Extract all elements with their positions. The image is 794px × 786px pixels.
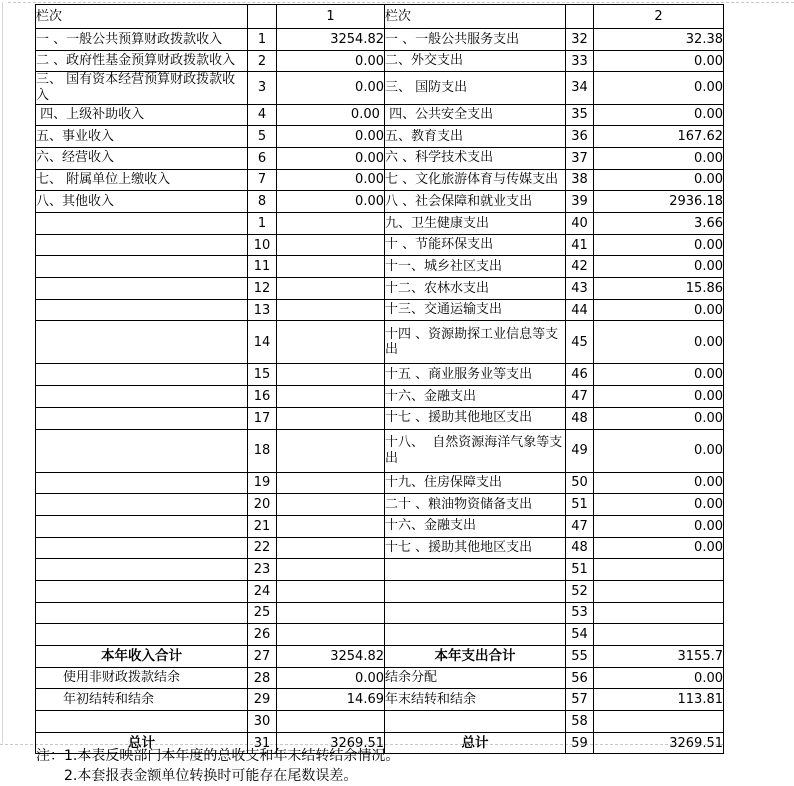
expense-label-cell: 八 、社会保障和就业支出	[385, 191, 566, 213]
expense-rowno-cell: 34	[566, 72, 594, 104]
income-rowno-cell: 7	[248, 169, 277, 191]
income-label-cell: 三、 国有资本经营预算财政拨款收入	[36, 72, 248, 104]
expense-value-cell: 32.38	[594, 29, 724, 51]
table-row	[36, 213, 724, 235]
expense-label-cell: 年末结转和结余	[385, 689, 566, 711]
table-row	[36, 602, 724, 624]
expense-label-cell	[385, 580, 566, 602]
income-label-cell: 八、其他收入	[36, 191, 248, 213]
expense-value-cell: 0.00	[594, 364, 724, 386]
expense-value-cell: 15.86	[594, 278, 724, 300]
income-label-cell: 本年收入合计	[36, 646, 248, 668]
table-row	[36, 191, 724, 213]
income-label-cell	[36, 602, 248, 624]
income-rowno-cell: 6	[248, 147, 277, 169]
table-row	[36, 689, 724, 711]
income-label-cell	[36, 472, 248, 494]
expense-value-cell	[594, 711, 724, 733]
expense-label-cell: 十三、交通运输支出	[385, 299, 566, 321]
income-label-cell: 年初结转和结余	[36, 689, 248, 711]
income-label-cell	[36, 299, 248, 321]
income-value-cell	[277, 256, 385, 278]
income-rowno-cell: 10	[248, 234, 277, 256]
expense-rowno-cell: 51	[566, 559, 594, 581]
expense-rowno-cell: 35	[566, 104, 594, 126]
income-value-cell	[277, 407, 385, 429]
income-value-cell	[277, 213, 385, 235]
expense-value-cell: 0.00	[594, 515, 724, 537]
table-row	[36, 407, 724, 429]
expense-label-cell: 十五 、商业服务业等支出	[385, 364, 566, 386]
expense-value-cell: 0.00	[594, 321, 724, 364]
expense-label-cell	[385, 559, 566, 581]
income-rowno-cell: 11	[248, 256, 277, 278]
table-row	[36, 234, 724, 256]
income-label-cell: 七、 附属单位上缴收入	[36, 169, 248, 191]
expense-label-cell: 本年支出合计	[385, 646, 566, 668]
expense-rowno-cell: 37	[566, 147, 594, 169]
expense-rowno-cell: 52	[566, 580, 594, 602]
income-label-cell: 六、经营收入	[36, 147, 248, 169]
footnotes	[36, 746, 399, 786]
income-value-cell: 0.00	[277, 169, 385, 191]
expense-rowno-cell: 47	[566, 515, 594, 537]
expense-value-cell: 0.00	[594, 667, 724, 689]
expense-value-cell: 3.66	[594, 213, 724, 235]
income-rowno-cell: 17	[248, 407, 277, 429]
income-value-cell: 3254.82	[277, 29, 385, 51]
income-rowno-cell: 30	[248, 711, 277, 733]
income-label-cell	[36, 321, 248, 364]
income-rowno-cell: 29	[248, 689, 277, 711]
expense-label-cell: 十六、金融支出	[385, 515, 566, 537]
income-label-cell	[36, 364, 248, 386]
table-row	[36, 429, 724, 472]
income-rowno-cell: 5	[248, 126, 277, 148]
expense-rowno-cell: 50	[566, 472, 594, 494]
income-value-cell	[277, 234, 385, 256]
income-label-cell	[36, 624, 248, 646]
expense-value-cell	[594, 602, 724, 624]
income-label-cell: 五、事业收入	[36, 126, 248, 148]
expense-value-cell: 2936.18	[594, 191, 724, 213]
expense-label-cell: 十七 、援助其他地区支出	[385, 407, 566, 429]
income-value-cell: 14.69	[277, 689, 385, 711]
income-rowno-cell: 19	[248, 472, 277, 494]
expense-rowno-cell: 55	[566, 646, 594, 668]
income-value-cell	[277, 386, 385, 408]
expense-rowno-cell: 41	[566, 234, 594, 256]
table-row	[36, 711, 724, 733]
income-value-cell	[277, 299, 385, 321]
table-row	[36, 299, 724, 321]
table-row	[36, 29, 724, 51]
expense-label-cell: 十六、金融支出	[385, 386, 566, 408]
expense-rowno-cell: 59	[566, 732, 594, 754]
expense-value-cell: 0.00	[594, 72, 724, 104]
income-rowno-cell: 3	[248, 72, 277, 104]
expense-label-cell: 二十 、粮油物资储备支出	[385, 494, 566, 516]
table-row	[36, 256, 724, 278]
expense-label-cell: 五、教育支出	[385, 126, 566, 148]
income-value-cell	[277, 624, 385, 646]
header-rowno-left	[248, 5, 277, 29]
expense-rowno-cell: 48	[566, 407, 594, 429]
expense-value-cell: 0.00	[594, 234, 724, 256]
income-rowno-cell: 1	[248, 29, 277, 51]
expense-rowno-cell: 45	[566, 321, 594, 364]
income-label-cell	[36, 494, 248, 516]
expense-value-cell: 3269.51	[594, 732, 724, 754]
income-label-cell	[36, 278, 248, 300]
header-row	[36, 5, 724, 29]
expense-label-cell: 六 、科学技术支出	[385, 147, 566, 169]
table-row	[36, 667, 724, 689]
income-value-cell: 3254.82	[277, 646, 385, 668]
expense-label-cell: 十一、城乡社区支出	[385, 256, 566, 278]
footnote-line-1: 注：1.本表反映部门本年度的总收支和年末结转结余情况。	[36, 748, 400, 764]
expense-label-cell: 十九、住房保障支出	[385, 472, 566, 494]
income-value-cell: 0.00	[277, 126, 385, 148]
expense-label-cell	[385, 624, 566, 646]
header-col2: 2	[594, 5, 724, 29]
expense-label-cell	[385, 711, 566, 733]
income-value-cell: 0.00	[277, 50, 385, 72]
table-row	[36, 147, 724, 169]
expense-rowno-cell: 49	[566, 429, 594, 472]
income-value-cell	[277, 472, 385, 494]
expense-label-cell: 二、外交支出	[385, 50, 566, 72]
income-rowno-cell: 20	[248, 494, 277, 516]
income-label-cell: 一 、一般公共预算财政拨款收入	[36, 29, 248, 51]
income-rowno-cell: 14	[248, 321, 277, 364]
expense-value-cell: 0.00	[594, 386, 724, 408]
expense-rowno-cell: 44	[566, 299, 594, 321]
income-rowno-cell: 18	[248, 429, 277, 472]
expense-value-cell: 0.00	[594, 472, 724, 494]
expense-value-cell	[594, 624, 724, 646]
income-rowno-cell: 1	[248, 213, 277, 235]
income-rowno-cell: 31	[248, 732, 277, 754]
expense-label-cell	[385, 602, 566, 624]
income-value-cell: 0.00	[277, 147, 385, 169]
table-row	[36, 559, 724, 581]
income-label-cell	[36, 711, 248, 733]
expense-value-cell: 0.00	[594, 147, 724, 169]
income-label-cell	[36, 537, 248, 559]
income-value-cell	[277, 580, 385, 602]
income-value-cell	[277, 429, 385, 472]
table-row	[36, 321, 724, 364]
budget-summary-table	[35, 4, 724, 754]
expense-rowno-cell: 56	[566, 667, 594, 689]
income-value-cell	[277, 602, 385, 624]
income-value-cell: 0.00	[277, 104, 385, 126]
expense-rowno-cell: 58	[566, 711, 594, 733]
income-rowno-cell: 4	[248, 104, 277, 126]
income-rowno-cell: 12	[248, 278, 277, 300]
income-label-cell	[36, 429, 248, 472]
expense-rowno-cell: 32	[566, 29, 594, 51]
table-row	[36, 50, 724, 72]
expense-value-cell: 167.62	[594, 126, 724, 148]
income-value-cell	[277, 537, 385, 559]
income-label-cell: 使用非财政拨款结余	[36, 667, 248, 689]
income-label-cell: 四、上级补助收入	[36, 104, 248, 126]
expense-value-cell: 0.00	[594, 50, 724, 72]
income-rowno-cell: 24	[248, 580, 277, 602]
expense-rowno-cell: 57	[566, 689, 594, 711]
header-col1: 1	[277, 5, 385, 29]
header-lanci-right: 栏次	[385, 5, 566, 29]
income-rowno-cell: 13	[248, 299, 277, 321]
expense-label-cell: 总计	[385, 732, 566, 754]
income-label-cell: 总计	[36, 732, 248, 754]
expense-value-cell: 3155.7	[594, 646, 724, 668]
expense-label-cell: 十八、 自然资源海洋气象等支出	[385, 429, 566, 472]
income-label-cell	[36, 515, 248, 537]
header-rowno-right	[566, 5, 594, 29]
income-rowno-cell: 16	[248, 386, 277, 408]
table-row	[36, 126, 724, 148]
expense-value-cell: 0.00	[594, 407, 724, 429]
table-row	[36, 386, 724, 408]
income-label-cell	[36, 559, 248, 581]
expense-value-cell: 0.00	[594, 537, 724, 559]
income-rowno-cell: 25	[248, 602, 277, 624]
income-value-cell	[277, 559, 385, 581]
income-rowno-cell: 26	[248, 624, 277, 646]
expense-label-cell: 结余分配	[385, 667, 566, 689]
income-label-cell	[36, 256, 248, 278]
income-value-cell	[277, 711, 385, 733]
income-rowno-cell: 21	[248, 515, 277, 537]
income-value-cell	[277, 278, 385, 300]
expense-label-cell: 一 、一般公共服务支出	[385, 29, 566, 51]
income-rowno-cell: 27	[248, 646, 277, 668]
expense-value-cell: 0.00	[594, 494, 724, 516]
expense-label-cell: 四、公共安全支出	[385, 104, 566, 126]
income-label-cell	[36, 580, 248, 602]
income-value-cell: 0.00	[277, 72, 385, 104]
expense-rowno-cell: 36	[566, 126, 594, 148]
expense-value-cell: 0.00	[594, 299, 724, 321]
income-value-cell: 3269.51	[277, 732, 385, 754]
expense-rowno-cell: 51	[566, 494, 594, 516]
table-row	[36, 72, 724, 104]
income-value-cell	[277, 515, 385, 537]
income-value-cell: 0.00	[277, 667, 385, 689]
page-break-line-left	[2, 2, 3, 743]
table-row	[36, 364, 724, 386]
income-rowno-cell: 2	[248, 50, 277, 72]
income-rowno-cell: 8	[248, 191, 277, 213]
expense-rowno-cell: 48	[566, 537, 594, 559]
income-label-cell	[36, 213, 248, 235]
income-label-cell	[36, 407, 248, 429]
income-value-cell: 0.00	[277, 191, 385, 213]
table-row	[36, 278, 724, 300]
expense-rowno-cell: 46	[566, 364, 594, 386]
table-row	[36, 537, 724, 559]
income-value-cell	[277, 364, 385, 386]
expense-label-cell: 十 、节能环保支出	[385, 234, 566, 256]
table-row	[36, 646, 724, 668]
expense-value-cell: 113.81	[594, 689, 724, 711]
expense-label-cell: 十二、农林水支出	[385, 278, 566, 300]
expense-value-cell	[594, 580, 724, 602]
income-value-cell	[277, 494, 385, 516]
income-rowno-cell: 15	[248, 364, 277, 386]
table-row	[36, 104, 724, 126]
expense-value-cell: 0.00	[594, 429, 724, 472]
income-rowno-cell: 22	[248, 537, 277, 559]
expense-value-cell: 0.00	[594, 169, 724, 191]
expense-label-cell: 十四 、资源勘探工业信息等支出	[385, 321, 566, 364]
table-row	[36, 494, 724, 516]
expense-rowno-cell: 40	[566, 213, 594, 235]
expense-label-cell: 十七 、援助其他地区支出	[385, 537, 566, 559]
income-value-cell	[277, 321, 385, 364]
page-break-line-top	[8, 2, 794, 3]
table-row	[36, 624, 724, 646]
expense-value-cell: 0.00	[594, 104, 724, 126]
expense-label-cell: 七 、文化旅游体育与传媒支出	[385, 169, 566, 191]
table-row	[36, 515, 724, 537]
expense-value-cell: 0.00	[594, 256, 724, 278]
expense-rowno-cell: 54	[566, 624, 594, 646]
table-row	[36, 169, 724, 191]
table-row	[36, 580, 724, 602]
expense-label-cell: 三、 国防支出	[385, 72, 566, 104]
footnote-line-2: 2.本套报表金额单位转换时可能存在尾数误差。	[64, 768, 358, 784]
expense-rowno-cell: 53	[566, 602, 594, 624]
income-label-cell	[36, 234, 248, 256]
income-rowno-cell: 28	[248, 667, 277, 689]
header-lanci-left: 栏次	[36, 5, 248, 29]
expense-rowno-cell: 39	[566, 191, 594, 213]
expense-value-cell	[594, 559, 724, 581]
table-row	[36, 472, 724, 494]
expense-label-cell: 九、卫生健康支出	[385, 213, 566, 235]
income-label-cell: 二 、政府性基金预算财政拨款收入	[36, 50, 248, 72]
expense-rowno-cell: 33	[566, 50, 594, 72]
income-rowno-cell: 23	[248, 559, 277, 581]
expense-rowno-cell: 42	[566, 256, 594, 278]
expense-rowno-cell: 47	[566, 386, 594, 408]
income-label-cell	[36, 386, 248, 408]
expense-rowno-cell: 43	[566, 278, 594, 300]
expense-rowno-cell: 38	[566, 169, 594, 191]
